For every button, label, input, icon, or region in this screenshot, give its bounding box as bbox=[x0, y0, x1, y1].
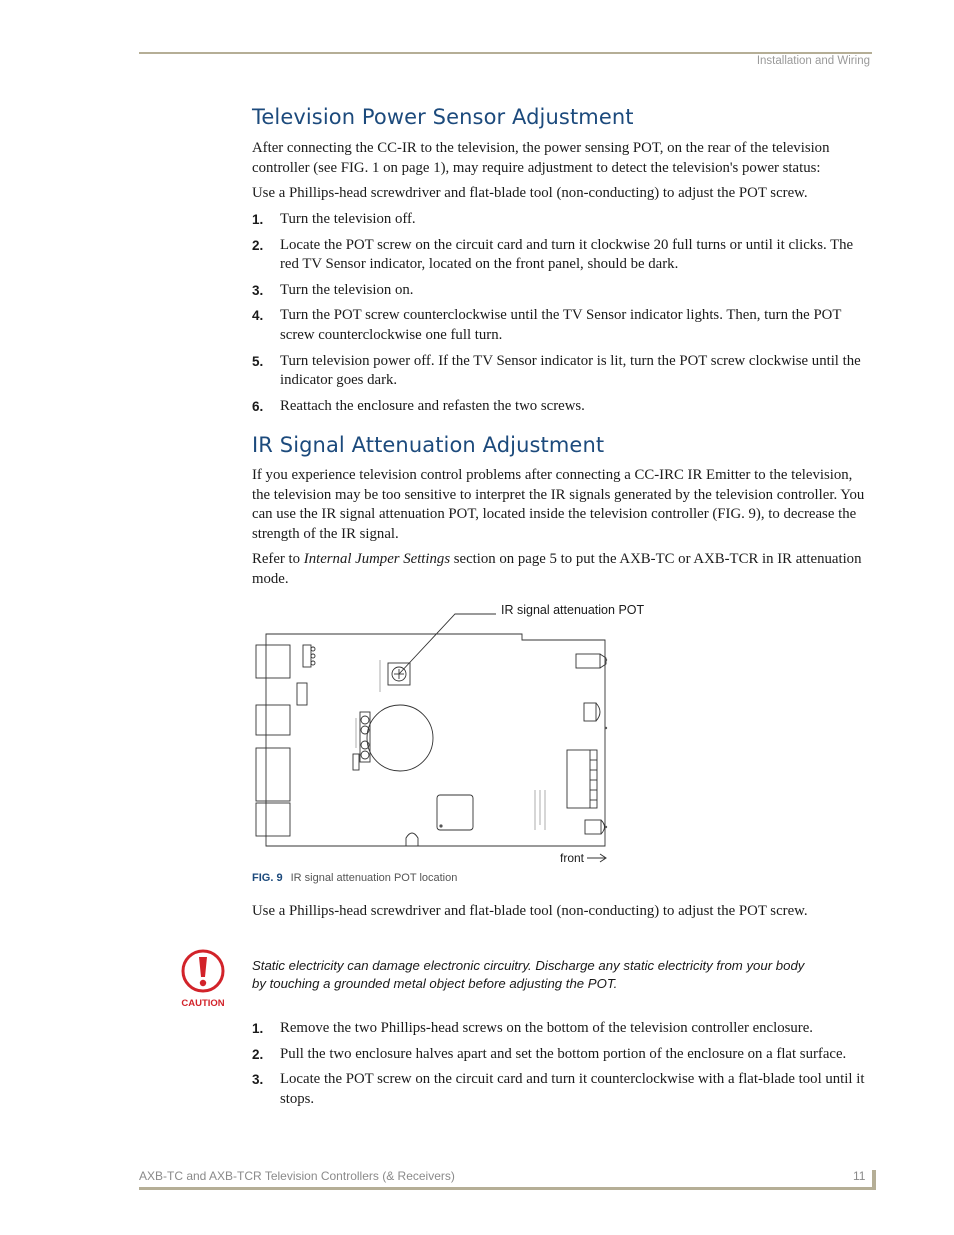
list-item bbox=[252, 1019, 872, 1039]
list-item bbox=[252, 210, 872, 230]
power-sensor-steps bbox=[252, 210, 872, 416]
footer-title: AXB-TC and AXB-TCR Television Controllers (& Receivers) bbox=[139, 1169, 455, 1183]
step-number: 1. bbox=[252, 212, 264, 227]
intro-paragraph: After connecting the CC-IR to the television, the power sensing POT, on the rear of the television controller (see FIG. 1 on page 1), may require adjustment to detect the television's power status: bbox=[252, 140, 830, 176]
list-item bbox=[252, 397, 872, 417]
circuit-board-figure bbox=[252, 600, 652, 870]
list-item bbox=[252, 281, 872, 301]
step-text: Locate the POT screw on the circuit card and turn it clockwise 20 full turns or until it clicks. The red TV Sensor indicator, located on the front panel, should be dark. bbox=[280, 236, 854, 273]
pot-adjust-steps bbox=[252, 1019, 872, 1109]
step-text: Remove the two Phillips-head screws on the bottom of the television controller enclosure. bbox=[280, 1020, 813, 1036]
list-item bbox=[252, 1045, 872, 1065]
step-number: 2. bbox=[252, 1046, 264, 1062]
figure-caption-text: IR signal attenuation POT location bbox=[290, 872, 458, 884]
step-text: Turn the television off. bbox=[280, 211, 416, 227]
step-text: Turn the POT screw counterclockwise until the TV Sensor indicator lights. Then, turn the POT screw counterclockwise one full turn. bbox=[280, 307, 842, 343]
step-text: Locate the POT screw on the circuit card and turn it counterclockwise with a flat-blade tool until it stops. bbox=[280, 1071, 865, 1107]
ref-text-after: section on page 5 to put the AXB-TC or AXB-TCR in IR attenuation mode. bbox=[252, 551, 862, 587]
header-rule bbox=[139, 52, 872, 54]
step-number: 6. bbox=[252, 398, 264, 414]
list-item bbox=[252, 1070, 872, 1109]
tool-paragraph-2: Use a Phillips-head screwdriver and flat-blade tool (non-conducting) to adjust the POT screw. bbox=[252, 903, 808, 919]
step-number: 5. bbox=[252, 353, 264, 369]
step-number: 3. bbox=[252, 282, 264, 298]
section-title-power-sensor: Television Power Sensor Adjustment bbox=[252, 105, 634, 129]
front-label: front bbox=[560, 851, 585, 865]
step-text: Turn the television on. bbox=[280, 281, 414, 298]
figure-caption bbox=[252, 872, 457, 884]
caution-text: Static electricity can damage electronic circuitry. Discharge any static electricity from your body by touching a grounded metal object before adjusting the POT. bbox=[252, 958, 805, 991]
footer-rule bbox=[139, 1187, 876, 1190]
jumper-reference-paragraph bbox=[252, 550, 872, 589]
list-item bbox=[252, 236, 872, 275]
tool-paragraph: Use a Phillips-head screwdriver and flat-blade tool (non-conducting) to adjust the POT screw. bbox=[252, 185, 808, 201]
step-number: 4. bbox=[252, 308, 264, 324]
list-item bbox=[252, 306, 872, 345]
running-head: Installation and Wiring bbox=[756, 55, 870, 67]
step-number: 2. bbox=[252, 237, 264, 253]
jumper-settings-reference: Internal Jumper Settings bbox=[303, 551, 451, 567]
ir-intro-paragraph: If you experience television control problems after connecting a CC-IRC IR Emitter to the television, the television may be too sensitive to interpret the IR signals generated by the television controller. You can use the IR signal attenuation POT, located inside the television controller (FIG. 9), to decrease the strength of the IR signal. bbox=[252, 467, 865, 542]
caution-icon-label: CAUTION bbox=[181, 998, 225, 1009]
caution-icon bbox=[178, 948, 228, 1010]
pot-callout-label: IR signal attenuation POT bbox=[501, 603, 645, 617]
page-number: 11 bbox=[853, 1169, 866, 1183]
ref-text-before: Refer to bbox=[252, 551, 304, 567]
section-title-ir-attenuation: IR Signal Attenuation Adjustment bbox=[252, 433, 605, 457]
list-item bbox=[252, 352, 872, 391]
step-text: Reattach the enclosure and refasten the two screws. bbox=[280, 397, 585, 414]
step-number: 3. bbox=[252, 1072, 264, 1088]
figure-number: FIG. 9 bbox=[252, 872, 283, 884]
step-text: Turn television power off. If the TV Sensor indicator is lit, turn the POT screw clockwise until the indicator goes dark. bbox=[280, 352, 861, 389]
step-text: Pull the two enclosure halves apart and set the bottom portion of the enclosure on a flat surface. bbox=[280, 1045, 847, 1062]
step-number: 1. bbox=[252, 1021, 264, 1036]
